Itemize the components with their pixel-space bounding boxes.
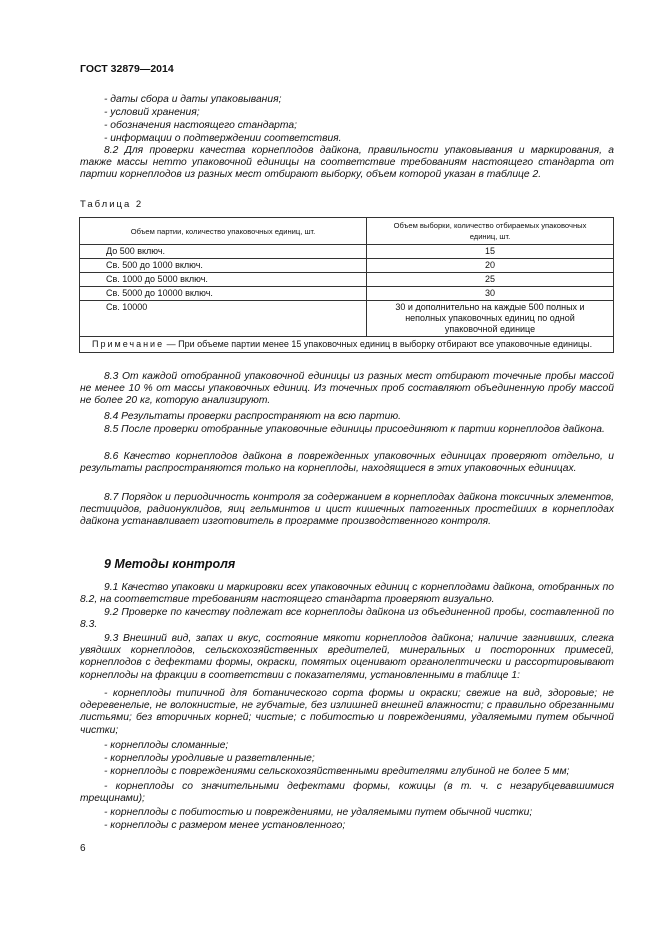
- list-item: - корнеплоды с размером менее установленного;: [104, 820, 346, 831]
- table-row: [80, 259, 614, 273]
- table-cell: 25: [367, 273, 614, 287]
- table-note: [80, 337, 614, 353]
- table-cell: 15: [367, 245, 614, 259]
- paragraph-8-2: 8.2 Для проверки качества корнеплодов дайкона, правильности упаковывания и маркирования, а также массы нетто упаковочной единицы на соответствие требованиям настоящего стандарта от партии корнеплодов из разных мест отбирают выборку, объем которой указан в таблице 2.: [80, 145, 614, 181]
- paragraph-9-3: 9.3 Внешний вид, запах и вкус, состояние мякоти корнеплодов дайкона; наличие загнивших, слегка увядших корнеплодов, сельскохозяйственных вредителей, минеральных и посторонних примесей, корнеплодов с дефектами формы, окраски, помятых оценивают органолептически и рассортировывают корнеплоды на фракции в соответствии с показателями, установленными в таблице 1:: [80, 633, 614, 681]
- list-item: - корнеплоды типичной для ботанического сорта формы и окраски; свежие на вид, здоровые; не одеревенелые, не волокнистые, не губчатые, без излишней внешней влажности; с правильно обрезанными листьями; без вторичных корней; чистые; с побитостью и повреждениями, удаляемыми путем обычной чистки;: [80, 688, 614, 736]
- list-item: - корнеплоды со значительными дефектами формы, кожицы (в т. ч. с незарубцевавшимися трещинами);: [80, 781, 614, 805]
- document-code: ГОСТ 32879—2014: [80, 63, 174, 75]
- list-item: - корнеплоды с побитостью и повреждениями, не удаляемыми путем обычной чистки;: [104, 807, 533, 818]
- paragraph-9-2: 9.2 Проверке по качеству подлежат все корнеплоды дайкона из объединенной пробы, составленной по 8.3.: [80, 607, 614, 631]
- list-item: - корнеплоды с повреждениями сельскохозяйственными вредителями глубиной не более 5 мм;: [104, 766, 570, 777]
- paragraph-8-6: 8.6 Качество корнеплодов дайкона в поврежденных упаковочных единицах проверяют отдельно, и результаты распространяются только на корнеплоды, находящиеся в этих упаковочных единицах.: [80, 451, 614, 475]
- table-row: [80, 287, 614, 301]
- table-cell: 30: [367, 287, 614, 301]
- list-item: - даты сбора и даты упаковывания;: [104, 94, 282, 105]
- table-cell: До 500 включ.: [80, 245, 367, 259]
- paragraph-8-7: 8.7 Порядок и периодичность контроля за содержанием в корнеплодах дайкона токсичных элементов, пестицидов, радионуклидов, яиц гельминтов и цист кишечных патогенных простейших в корнеплодах дайкона устанавливает изготовитель в программе производственного контроля.: [80, 492, 614, 528]
- note-label: Примечание: [92, 339, 165, 349]
- paragraph-8-4: 8.4 Результаты проверки распространяют на всю партию.: [104, 411, 401, 422]
- table-row: [80, 273, 614, 287]
- sample-size-table: [79, 217, 614, 353]
- table-row: [80, 301, 614, 337]
- table-cell: Св. 500 до 1000 включ.: [80, 259, 367, 273]
- paragraph-9-1: 9.1 Качество упаковки и маркировки всех упаковочных единиц с корнеплодами дайкона, отобранных по 8.2, на соответствие требованиям настоящего стандарта проверяют визуально.: [80, 582, 614, 606]
- table-cell: 30 и дополнительно на каждые 500 полных и неполных упаковочных единиц по одной упаковочной единице: [367, 301, 614, 337]
- table-header-cell: Объем партии, количество упаковочных единиц, шт.: [80, 218, 367, 245]
- table-row: [80, 245, 614, 259]
- list-item: - корнеплоды уродливые и разветвленные;: [104, 753, 315, 764]
- table-header-cell: Объем выборки, количество отбираемых упаковочных единиц, шт.: [367, 218, 614, 245]
- table-note-row: [80, 337, 614, 353]
- table-cell: Св. 5000 до 10000 включ.: [80, 287, 367, 301]
- table-header-row: [80, 218, 614, 245]
- section-heading: 9 Методы контроля: [104, 557, 236, 571]
- table-caption: Таблица 2: [80, 199, 144, 210]
- table-cell: Св. 10000: [80, 301, 367, 337]
- list-item: - обозначения настоящего стандарта;: [104, 120, 297, 131]
- list-item: - корнеплоды сломанные;: [104, 740, 229, 751]
- list-item: - условий хранения;: [104, 107, 200, 118]
- paragraph-8-5: 8.5 После проверки отобранные упаковочные единицы присоединяют к партии корнеплодов дайкона.: [104, 424, 605, 435]
- table-cell: Св. 1000 до 5000 включ.: [80, 273, 367, 287]
- paragraph-8-3: 8.3 От каждой отобранной упаковочной единицы из разных мест отбирают точечные пробы массой не менее 10 % от массы упаковочных единиц. Из точечных проб составляют объединенную пробу массой не более 20 кг, которую анализируют.: [80, 371, 614, 407]
- page-number: 6: [80, 843, 86, 854]
- table-cell: 20: [367, 259, 614, 273]
- note-text: — При объеме партии менее 15 упаковочных единиц в выборку отбирают все упаковочные единицы.: [166, 339, 593, 349]
- list-item: - информации о подтверждении соответствия.: [104, 133, 342, 144]
